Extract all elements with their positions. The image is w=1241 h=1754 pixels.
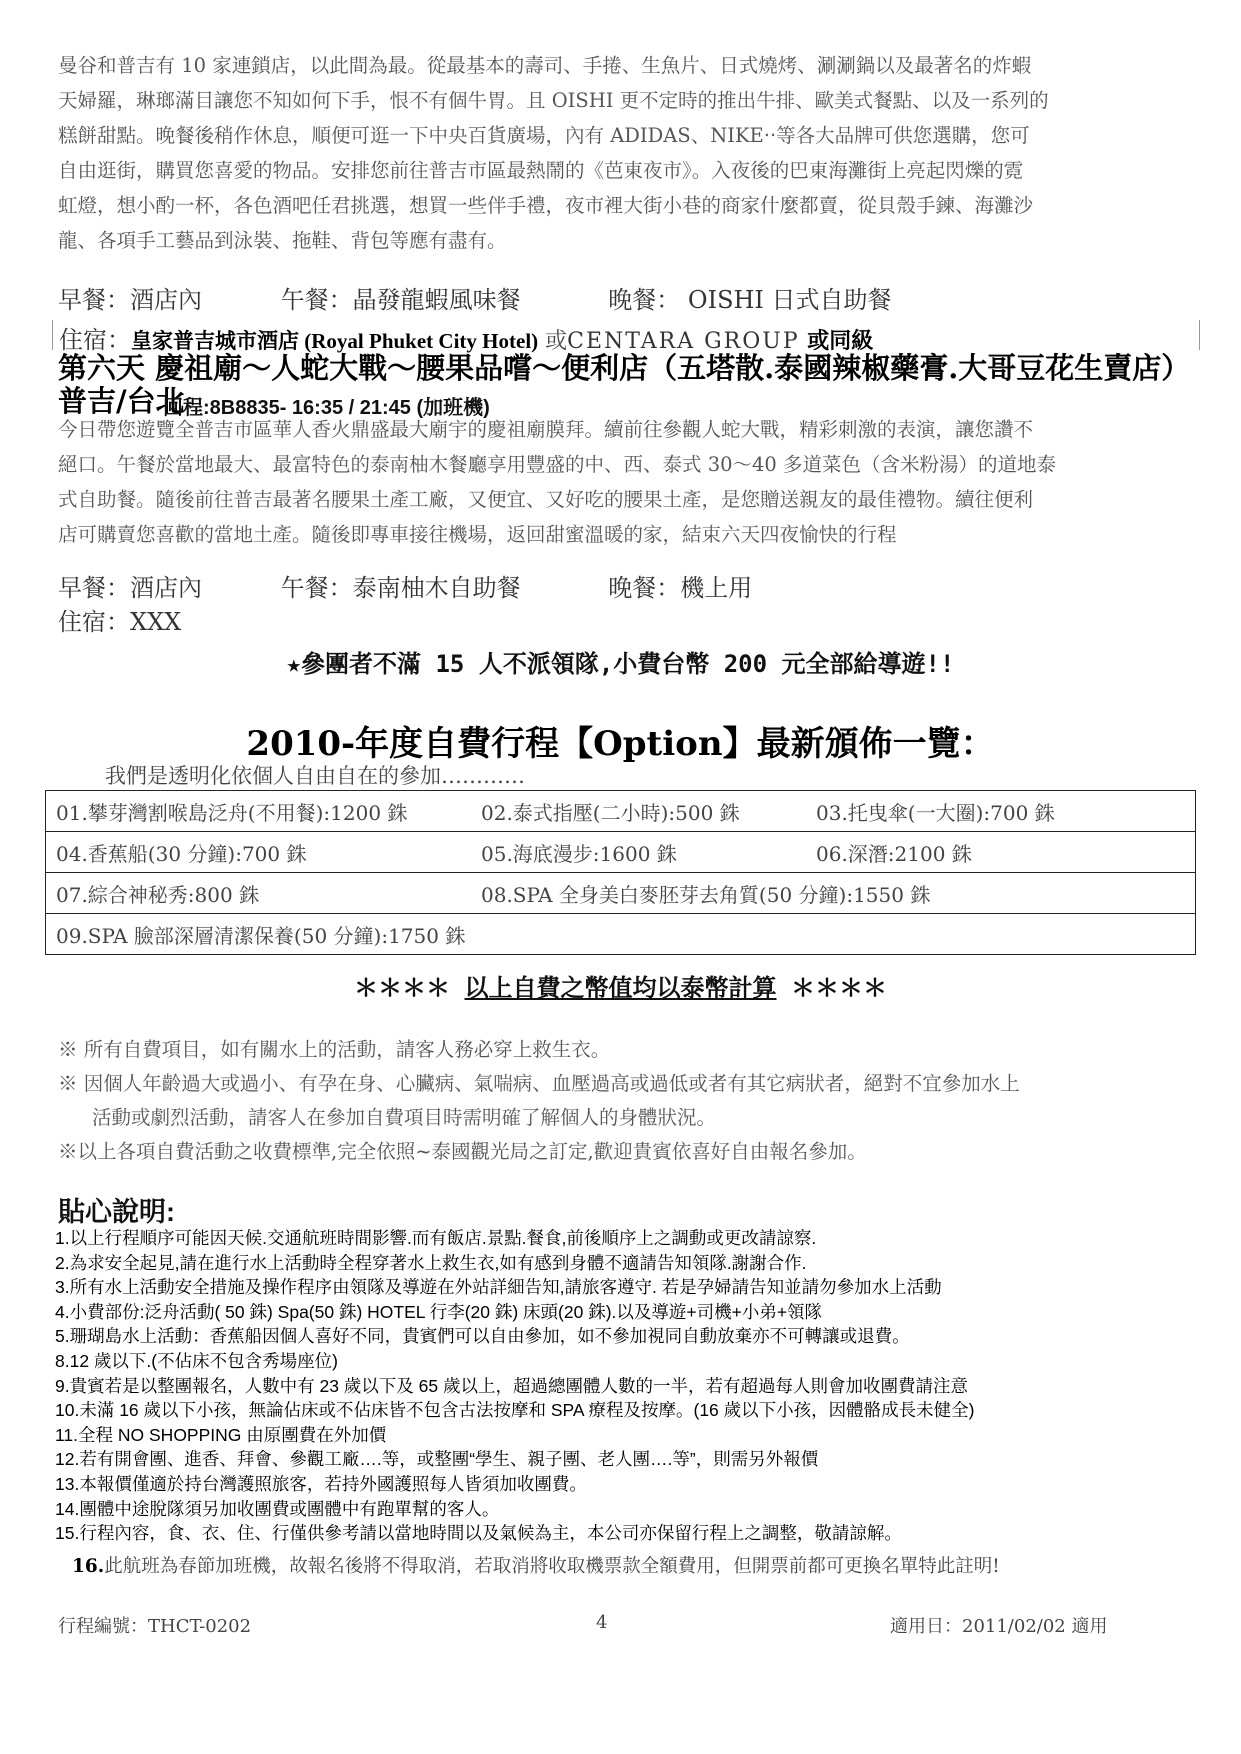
tips-list <box>55 1226 974 1546</box>
tip-number: 16. <box>72 1556 105 1577</box>
option-item: 06.深潛:2100 銖 <box>816 841 972 866</box>
text-line: 自由逛街，購買您喜愛的物品。安排您前往普吉市區最熱鬧的《芭東夜市》。入夜後的巴東海灘街上亮起閃爍的霓 <box>58 159 1024 182</box>
dinner-label: 晚餐：機上用 <box>608 574 753 602</box>
tip-item: 9.貴賓若是以整團報名，人數中有 23 歲以下及 65 歲以上，超過總團體人數的一半，若有超過每人則會加收團費請注意 <box>55 1375 968 1396</box>
option-item: 01.攀芽灣割喉島泛舟(不用餐):1200 銖 <box>56 800 408 825</box>
day6-title: 第六天 慶祖廟～人蛇大戰～腰果品嚐～便利店（五塔散.泰國辣椒藥膏.大哥豆花生賣店）普吉/台北 <box>58 351 1191 418</box>
tip-item: 2.為求安全起見,請在進行水上活動時全程穿著水上救生衣,如有感到身體不適請告知領隊.謝謝合作. <box>55 1252 807 1273</box>
tip-item: 1.以上行程順序可能因天候.交通航班時間影響.而有飯店.景點.餐食,前後順序上之調動或更改請諒察. <box>55 1228 817 1248</box>
stars-right: ＊＊＊＊ <box>790 974 887 1002</box>
text-line: 天婦羅，琳瑯滿目讓您不知如何下手，恨不有個牛胃。且 OISHI 更不定時的推出牛排、歐美式餐點、以及一系列的 <box>58 89 1049 112</box>
tip-item: 4.小費部份:泛舟活動( 50 銖) Spa(50 銖) HOTEL 行李(20 銖) 床頭(20 銖).以及導遊+司機+小弟+領隊 <box>55 1301 823 1322</box>
table-cell <box>46 873 1196 914</box>
or-text: 或 <box>538 329 568 354</box>
currency-text: 以上自費之幣值均以泰幣計算 <box>464 974 777 1002</box>
option-item: 08.SPA 全身美白麥胚芽去角質(50 分鐘):1550 銖 <box>481 882 931 907</box>
stay-label: 住宿： <box>59 326 131 354</box>
tip-item-16 <box>72 1552 1000 1578</box>
hotel-name: 皇家普吉城市酒店 (Royal Phuket City Hotel) <box>131 329 539 353</box>
text-line: 曼谷和普吉有 10 家連鎖店，以此間為最。從最基本的壽司、手捲、生魚片、日式燒烤、涮涮鍋以及最著名的炸蝦 <box>58 54 1032 77</box>
text-line: 店可購賣您喜歡的當地土產。隨後即專車接往機場，返回甜蜜溫暖的家，結束六天四夜愉快的行程 <box>58 523 897 546</box>
text-line: 式自助餐。隨後前往普吉最著名腰果土產工廠，又便宜、又好吃的腰果土產，是您贈送親友的最佳禮物。續往便利 <box>58 488 1034 511</box>
tip-item: 15.行程內容，食、衣、住、行僅供參考請以當地時間以及氣候為主，本公司亦保留行程上之調整，敬請諒解。 <box>55 1523 902 1544</box>
tip-item: 10.未滿 16 歲以下小孩，無論佔床或不佔床皆不包含古法按摩和 SPA 療程及按摩。(16 歲以下小孩，因體骼成長未健全) <box>55 1400 975 1421</box>
options-subtitle: 我們是透明化依個人自由自在的參加………… <box>105 764 525 788</box>
options-table <box>45 790 1196 955</box>
note-line: ※ 所有自費項目，如有關水上的活動，請客人務必穿上救生衣。 <box>58 1038 611 1061</box>
text-line: 虹燈，想小酌一杯，各色酒吧任君挑選，想買一些伴手禮，夜市裡大街小巷的商家什麼都賣，從貝殼手鍊、海灘沙 <box>58 194 1034 217</box>
same-level: 或同級 <box>799 328 874 354</box>
tip-item: 11.全程 NO SHOPPING 由原團費在外加價 <box>55 1424 387 1445</box>
tip-item: 5.珊瑚島水上活動：香蕉船因個人喜好不同，貴賓們可以自由參加，如不參加視同自動放棄亦不可轉讓或退費。 <box>55 1326 910 1347</box>
text-line: 今日帶您遊覽全普吉市區華人香火鼎盛最大廟宇的慶祖廟膜拜。續前往參觀人蛇大戰，精彩刺激的表演，讓您讚不 <box>58 418 1034 441</box>
breakfast-label: 早餐：酒店內 <box>58 574 202 602</box>
options-title: 2010-年度自費行程【Option】最新頒佈一覽： <box>246 724 995 764</box>
note-line: 活動或劇烈活動，請客人在參加自費項目時需明確了解個人的身體狀況。 <box>92 1106 717 1129</box>
lunch-label: 午餐：晶發龍蝦風味餐 <box>280 286 521 314</box>
tip-text: 此航班為春節加班機，故報名後將不得取消，若取消將收取機票款全額費用，但開票前都可更換名單特此註明! <box>104 1556 1000 1577</box>
breakfast-label: 早餐：酒店內 <box>58 286 202 314</box>
page-number: 4 <box>596 1612 608 1633</box>
alt-hotel: CENTARA GROUP <box>567 329 800 354</box>
safety-notes <box>58 1033 1198 1169</box>
option-item: 05.海底漫步:1600 銖 <box>481 841 677 866</box>
currency-note <box>0 968 1241 1003</box>
table-row <box>46 873 1196 914</box>
option-item: 04.香蕉船(30 分鐘):700 銖 <box>56 841 307 866</box>
dinner-label: 晚餐： OISHI 日式自助餐 <box>608 286 892 314</box>
table-row <box>46 791 1196 832</box>
tip-item: 13.本報價僅適於持台灣護照旅客，若持外國護照每人皆須加收團費。 <box>55 1473 587 1494</box>
tip-item: 3.所有水上活動安全措施及操作程序由領隊及導遊在外站詳細告知,請旅客遵守. 若是孕婦請告知並請勿參加水上活動 <box>55 1277 942 1298</box>
text-line: 龍、各項手工藝品到泳裝、拖鞋、背包等應有盡有。 <box>58 229 507 252</box>
tip-item: 14.團體中途脫隊須另加收團費或團體中有跑單幫的客人。 <box>55 1498 500 1519</box>
lunch-label: 午餐：泰南柚木自助餐 <box>280 574 521 602</box>
tip-item: 8.12 歲以下.(不佔床不包含秀場座位) <box>55 1350 338 1371</box>
day5-description <box>58 48 1198 258</box>
day6-stay: 住宿：XXX <box>58 608 182 636</box>
option-item: 02.泰式指壓(二小時):500 銖 <box>481 800 740 825</box>
text-line: 糕餅甜點。晚餐後稍作休息，順便可逛一下中央百貨廣場，內有 ADIDAS、NIKE‧‧等各大品牌可供您選購，您可 <box>58 124 1030 147</box>
option-item: 09.SPA 臉部深層清潔保養(50 分鐘):1750 銖 <box>56 923 466 948</box>
table-cell <box>46 914 1196 955</box>
return-flight: 回程:8B8835- 16:35 / 21:45 (加班機) <box>163 397 490 419</box>
table-cell <box>46 791 1196 832</box>
valid-date: 適用日：2011/02/02 適用 <box>890 1616 1108 1637</box>
note-line: ※ 因個人年齡過大或過小、有孕在身、心臟病、氣喘病、血壓過高或過低或者有其它病狀者，絕對不宜參加水上 <box>58 1072 1020 1095</box>
day5-accommodation <box>52 320 1200 354</box>
option-item: 07.綜合神秘秀:800 銖 <box>56 882 260 907</box>
tip-item: 12.若有開會團、進香、拜會、參觀工廠….等，或整團“學生、親子團、老人團….等”，則需另外報價 <box>55 1449 819 1470</box>
day5-meals <box>58 280 892 315</box>
day6-meals <box>58 568 752 603</box>
tips-title: 貼心說明: <box>58 1197 175 1227</box>
tour-leader-notice: ★參團者不滿 15 人不派領隊,小費台幣 200 元全部給導遊!! <box>286 650 955 678</box>
option-item: 03.托曳傘(一大圈):700 銖 <box>816 800 1055 825</box>
table-row <box>46 914 1196 955</box>
itinerary-code: 行程編號：THCT-0202 <box>58 1616 252 1637</box>
day6-description <box>58 412 1198 552</box>
stars-left: ＊＊＊＊ <box>354 974 451 1002</box>
table-cell <box>46 832 1196 873</box>
note-line: ※以上各項自費活動之收費標準,完全依照~泰國觀光局之訂定,歡迎貴賓依喜好自由報名參加。 <box>58 1140 867 1163</box>
table-row <box>46 832 1196 873</box>
text-line: 絕口。午餐於當地最大、最富特色的泰南柚木餐廳享用豐盛的中、西、泰式 30～40 多道菜色（含米粉湯）的道地泰 <box>58 453 1057 476</box>
